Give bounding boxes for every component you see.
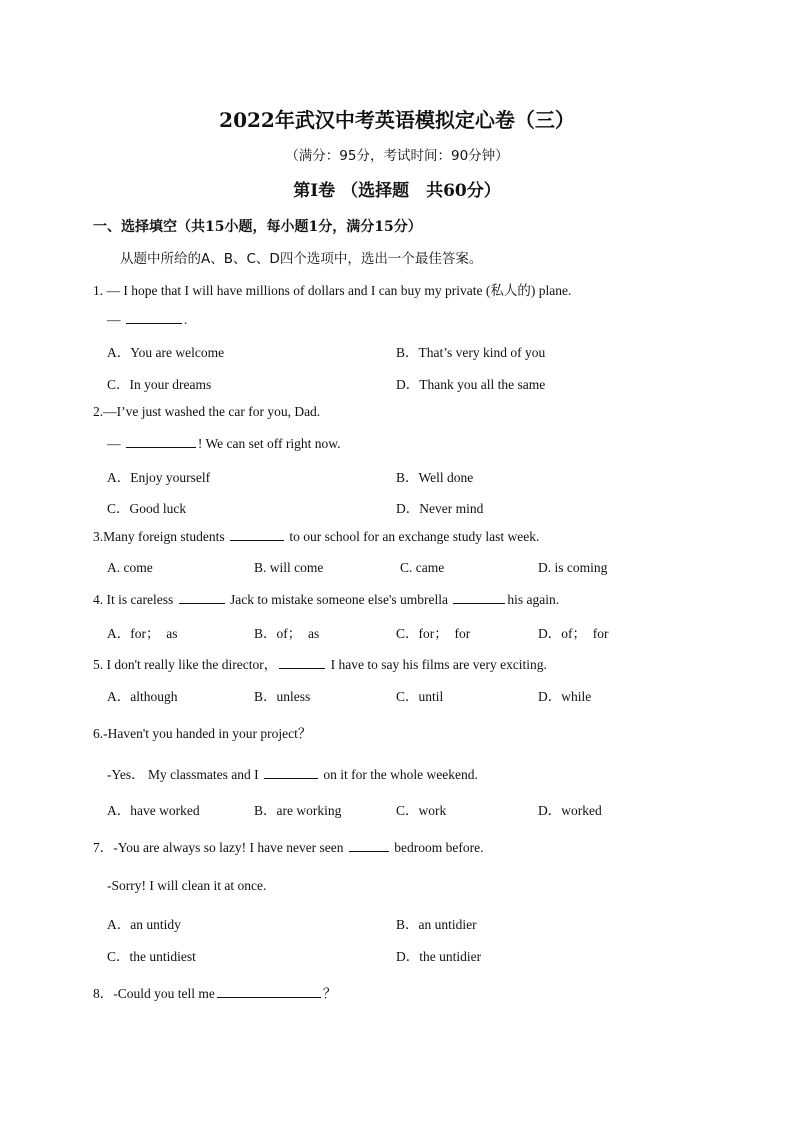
option-d: D．worked [538, 803, 602, 818]
option-d: D．Never mind [396, 501, 484, 516]
option-d: D．while [538, 689, 592, 704]
section-heading: 一、选择填空（共15小题，每小题1分，满分15分） [93, 219, 422, 235]
option-a: A．although [107, 689, 178, 704]
question-4: 4. It is careless Jack to mistake someone else's umbrella his again. [93, 592, 560, 607]
question-1-reply: — . [107, 312, 188, 327]
question-7: 7．-You are always so lazy! I have never seen bedroom before. [93, 840, 484, 855]
question-8: 8．-Could you tell me ？ [93, 986, 337, 1001]
question-5: 5. I don't really like the director， I have to say his films are very exciting. [93, 657, 547, 672]
document-title: 2022年武汉中考英语模拟定心卷（三） [219, 108, 575, 132]
answer-blank [279, 656, 325, 669]
answer-blank [349, 839, 389, 852]
option-c: C．work [396, 803, 447, 818]
question-7-reply: -Sorry! I will clean it at once. [107, 878, 267, 893]
question-1: 1. — I hope that I will have millions of dollars and I can buy my private (私人的) plane. [93, 283, 572, 298]
question-2: 2.—I’ve just washed the car for you, Dad. [93, 404, 321, 419]
option-d: D. is coming [538, 560, 608, 575]
option-c: C．the untidiest [107, 949, 196, 964]
option-b: B．are working [254, 803, 342, 818]
exam-info: （满分：95分，考试时间：90分钟） [285, 148, 509, 164]
part-title: 第I卷 （选择题 共60分） [293, 181, 501, 201]
option-b: B．unless [254, 689, 311, 704]
question-6-reply: -Yes． My classmates and I on it for the whole weekend. [107, 767, 478, 782]
answer-blank [230, 528, 284, 541]
question-6: 6.-Haven't you handed in your project？ [93, 726, 312, 741]
option-b: B．That’s very kind of you [396, 345, 546, 360]
option-b: B．of； as [254, 626, 320, 641]
option-a: A．Enjoy yourself [107, 470, 211, 485]
option-c: C．In your dreams [107, 377, 212, 392]
option-a: A．You are welcome [107, 345, 225, 360]
answer-blank [126, 311, 182, 324]
answer-blank [264, 766, 318, 779]
answer-blank [453, 591, 505, 604]
option-b: B．Well done [396, 470, 474, 485]
question-3: 3.Many foreign students to our school for an exchange study last week. [93, 529, 540, 544]
answer-blank [217, 985, 321, 998]
option-b: B. will come [254, 560, 324, 575]
option-a: A．have worked [107, 803, 200, 818]
option-c: C．until [396, 689, 444, 704]
option-c: C．Good luck [107, 501, 187, 516]
answer-blank [179, 591, 225, 604]
section-instruction: 从题中所给的A、B、C、D四个选项中，选出一个最佳答案。 [120, 251, 483, 267]
option-a: A．an untidy [107, 917, 181, 932]
option-d: D．Thank you all the same [396, 377, 546, 392]
option-c: C. came [400, 560, 445, 575]
option-d: D．of； for [538, 626, 609, 641]
option-d: D．the untidier [396, 949, 482, 964]
question-2-reply: — ! We can set off right now. [107, 436, 341, 451]
answer-blank [126, 435, 196, 448]
option-b: B．an untidier [396, 917, 477, 932]
option-a: A. come [107, 560, 153, 575]
option-c: C．for； for [396, 626, 471, 641]
option-a: A．for； as [107, 626, 178, 641]
